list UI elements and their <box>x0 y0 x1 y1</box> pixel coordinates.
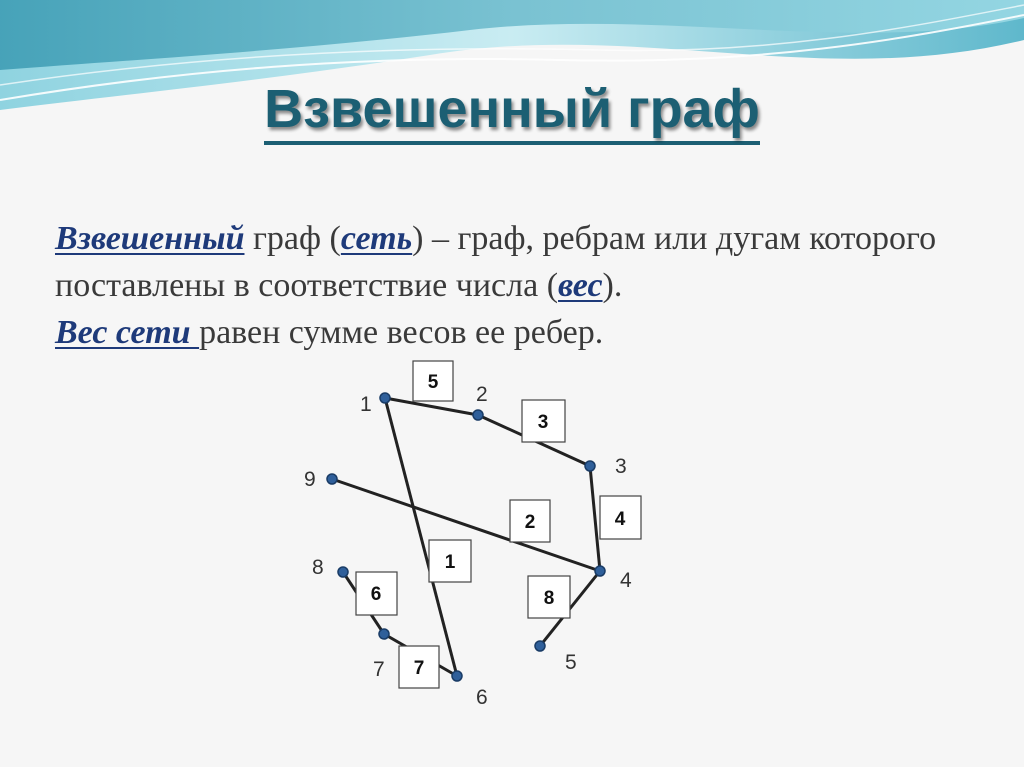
weight-label-1-6: 1 <box>444 552 456 573</box>
term-weighted: Взвешенный <box>55 220 245 257</box>
definition-text-4: равен сумме весов ее ребер. <box>199 314 604 351</box>
edge-3-4 <box>590 466 600 571</box>
term-network: сеть <box>340 220 413 257</box>
vertex-label-7: 7 <box>373 658 385 681</box>
weight-box-2-3 <box>522 400 565 442</box>
weight-box-4-5 <box>528 576 570 618</box>
weight-box-1-2 <box>413 361 453 401</box>
vertex-label-8: 8 <box>312 556 324 579</box>
vertex-2 <box>473 410 483 420</box>
weight-box-3-4 <box>600 496 641 539</box>
vertex-4 <box>595 566 605 576</box>
definition-text-3: ). <box>602 267 623 304</box>
weight-label-3-4: 4 <box>614 509 626 530</box>
term-weight: вес <box>558 267 603 304</box>
vertex-5 <box>535 641 545 651</box>
weight-label-4-5: 8 <box>543 588 555 609</box>
weight-label-7-6: 7 <box>413 658 425 679</box>
page-title: Взвешенный граф <box>0 78 1024 140</box>
vertex-label-5: 5 <box>565 651 577 674</box>
weight-box-1-6 <box>429 540 471 582</box>
weight-label-2-3: 3 <box>537 412 549 433</box>
vertex-label-4: 4 <box>620 569 632 592</box>
vertex-7 <box>379 629 389 639</box>
vertex-3 <box>585 461 595 471</box>
vertex-label-2: 2 <box>476 383 488 406</box>
vertex-6 <box>452 671 462 681</box>
vertex-label-9: 9 <box>304 468 316 491</box>
vertex-label-3: 3 <box>615 455 627 478</box>
weight-label-8-7: 6 <box>370 584 382 605</box>
edge-weights <box>356 361 641 688</box>
vertex-1 <box>380 393 390 403</box>
weight-box-7-6 <box>399 646 439 688</box>
vertex-8 <box>338 567 348 577</box>
weight-label-1-2: 5 <box>427 372 439 393</box>
definition-text-2: ) – граф, ребрам или дугам которого поставлены в соответствие числа ( <box>55 220 937 304</box>
weight-box-8-7 <box>356 572 397 615</box>
vertex-label-1: 1 <box>360 393 372 416</box>
vertex-9 <box>327 474 337 484</box>
weight-box-9-4 <box>510 500 550 542</box>
edge-1-6 <box>385 398 457 676</box>
definition-text-1: граф ( <box>244 220 341 257</box>
vertex-label-6: 6 <box>476 686 488 709</box>
weight-label-9-4: 2 <box>524 512 536 533</box>
term-network-weight: Вес сети <box>55 314 200 351</box>
